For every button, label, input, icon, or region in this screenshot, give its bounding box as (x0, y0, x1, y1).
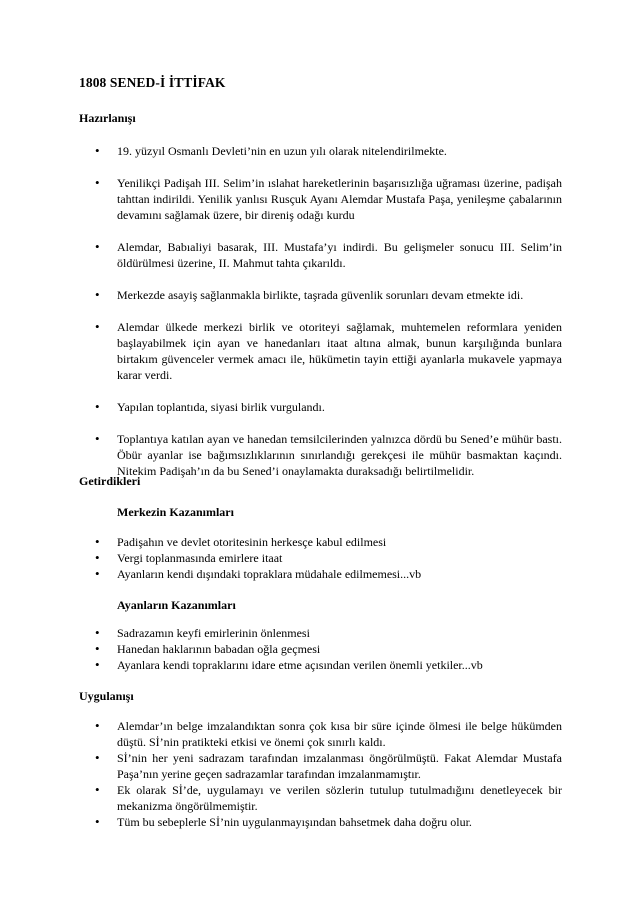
list-item: • Padişahın ve devlet otoritesinin herkesçe kabul edilmesi (79, 534, 562, 550)
list-item: • Sİ’nin her yeni sadrazam tarafından imzalanması öngörülmüştü. Fakat Alemdar Mustafa Paşa’nın yerine geçen sadrazamlar tarafından imzalanmamıştır. (79, 750, 562, 782)
heading-hazirlanisi: Hazırlanışı (79, 111, 136, 125)
list-item: • Hanedan haklarının babadan oğla geçmesi (79, 641, 562, 657)
list-item: • Ek olarak Sİ’de, uygulamayı ve verilen sözlerin tutulup tutulmadığını denetleyecek bir mekanizma öngörülmemiştir. (79, 782, 562, 814)
list-item: • Ayanlara kendi topraklarını idare etme açısından verilen önemli yetkiler...vb (79, 657, 562, 673)
list-item: • Yenilikçi Padişah III. Selim’in ıslahat hareketlerinin başarısızlığa uğraması üzerine, padişah tahttan indirildi. Yenilik yanlısı Rusçuk Ayanı Alemdar Mustafa Paşa, yenileşme çabalarının devamını sağlamak üzere, bir direniş odağı kurdu (79, 175, 562, 223)
subheading-ayanlarin-kazanimlari: Ayanların Kazanımları (117, 598, 236, 612)
heading-uygulanisi: Uygulanışı (79, 689, 134, 703)
list-item: • Toplantıya katılan ayan ve hanedan temsilcilerinden yalnızca dördü bu Sened’e mühür bastı. Öbür ayanlar ise bağımsızlıklarının sınırlandığı gerekçesi ile mühür basmaktan kaçındı. Nitekim Padişah’ın da bu Sened’i onaylamakta duraksadığı belirtilmelidir. (79, 431, 562, 479)
list-item: • Vergi toplanmasında emirlere itaat (79, 550, 562, 566)
list-item: • Tüm bu sebeplerle Sİ’nin uygulanmayışından bahsetmek daha doğru olur. (79, 814, 562, 830)
list-hazirlanisi (79, 143, 562, 495)
list-item: • Alemdar, Babıaliyi basarak, III. Mustafa’yı indirdi. Bu gelişmeler sonucu III. Selim’in öldürülmesi üzerine, II. Mahmut tahta çıkarıldı. (79, 239, 562, 271)
list-merkezin-kazanimlari (79, 534, 562, 582)
list-item: • Sadrazamın keyfi emirlerinin önlenmesi (79, 625, 562, 641)
list-item: • Ayanların kendi dışındaki topraklara müdahale edilmemesi...vb (79, 566, 562, 582)
list-ayanlarin-kazanimlari (79, 625, 562, 673)
list-item: • Alemdar’ın belge imzalandıktan sonra çok kısa bir süre içinde ölmesi ile belge hükümden düştü. Sİ’nin pratikteki etkisi ve önemi çok sınırlı kaldı. (79, 718, 562, 750)
list-item: • 19. yüzyıl Osmanlı Devleti’nin en uzun yılı olarak nitelendirilmekte. (79, 143, 562, 159)
document-title: 1808 SENED-İ İTTİFAK (79, 75, 226, 90)
heading-getirdikleri: Getirdikleri (79, 474, 141, 488)
list-item: • Merkezde asayiş sağlanmakla birlikte, taşrada güvenlik sorunları devam etmekte idi. (79, 287, 562, 303)
list-item: • Yapılan toplantıda, siyasi birlik vurgulandı. (79, 399, 562, 415)
subheading-merkezin-kazanimlari: Merkezin Kazanımları (117, 505, 234, 519)
list-uygulanisi (79, 718, 562, 830)
list-item: • Alemdar ülkede merkezi birlik ve otoriteyi sağlamak, muhtemelen reformlara yeniden başlayabilmek için ayan ve hanedanları itaat altına almak, bunun karşılığında bunlara birtakım güvenceler vermek amacı ile, hükümetin tayin ettiği ayanlarla mukavele yapmaya karar verdi. (79, 319, 562, 383)
